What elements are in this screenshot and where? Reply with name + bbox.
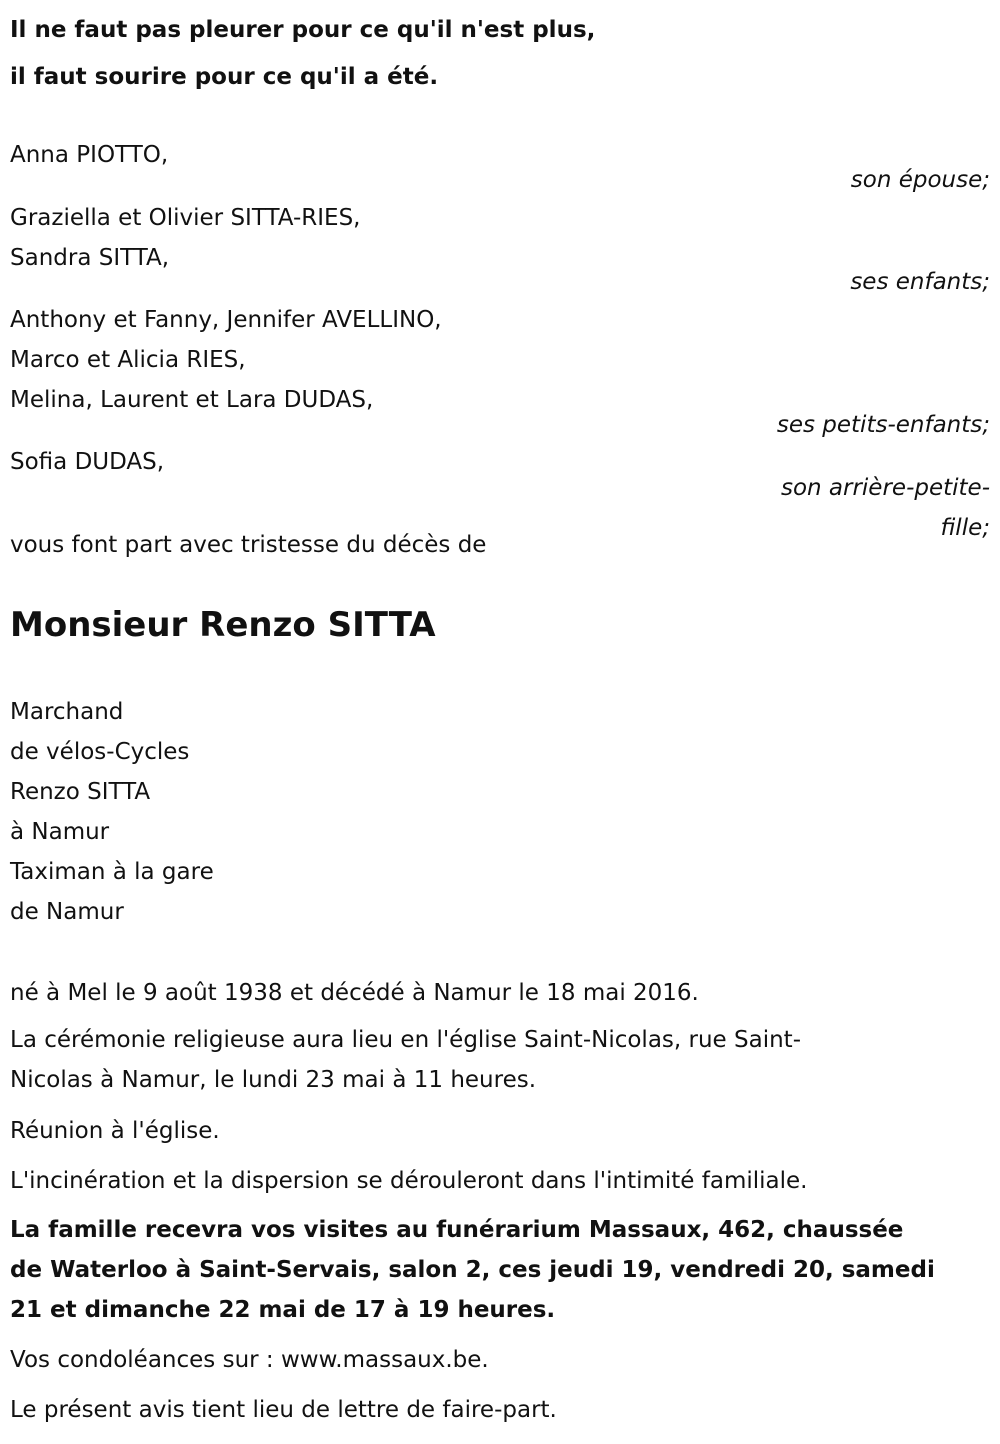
reunion: Réunion à l'église. <box>10 1118 220 1144</box>
grandchildren-role: ses petits-enfants; <box>776 412 990 438</box>
ceremony-line: Nicolas à Namur, le lundi 23 mai à 11 heures. <box>10 1067 537 1093</box>
spouse-name: Anna PIOTTO, <box>10 142 169 168</box>
visits-line: 21 et dimanche 22 mai de 17 à 19 heures. <box>10 1297 556 1323</box>
occupation-line: Taximan à la gare <box>10 859 214 885</box>
occupation-line: Marchand <box>10 699 124 725</box>
ceremony-line: La cérémonie religieuse aura lieu en l'église Saint-Nicolas, rue Saint- <box>10 1027 801 1053</box>
spouse-role: son épouse; <box>850 167 990 193</box>
grandchild-name: Marco et Alicia RIES, <box>10 347 246 373</box>
grandchild-name: Anthony et Fanny, Jennifer AVELLINO, <box>10 307 442 333</box>
quote-line-1: Il ne faut pas pleurer pour ce qu'il n'est plus, <box>10 17 596 43</box>
occupation-line: de vélos-Cycles <box>10 739 190 765</box>
great-grandchild-role-2: fille; <box>940 515 990 541</box>
grandchild-name: Melina, Laurent et Lara DUDAS, <box>10 387 374 413</box>
child-name: Sandra SITTA, <box>10 245 170 271</box>
child-name: Graziella et Olivier SITTA-RIES, <box>10 205 361 231</box>
birth-death: né à Mel le 9 août 1938 et décédé à Namur le 18 mai 2016. <box>10 980 699 1006</box>
great-grandchild-name: Sofia DUDAS, <box>10 449 165 475</box>
notice: Le présent avis tient lieu de lettre de faire-part. <box>10 1397 557 1423</box>
occupation-line: de Namur <box>10 899 124 925</box>
children-role: ses enfants; <box>850 269 990 295</box>
visits-line: La famille recevra vos visites au funérarium Massaux, 462, chaussée <box>10 1217 904 1243</box>
occupation-line: Renzo SITTA <box>10 779 151 805</box>
condolences: Vos condoléances sur : www.massaux.be. <box>10 1347 489 1373</box>
occupation-line: à Namur <box>10 819 110 845</box>
quote-line-2: il faut sourire pour ce qu'il a été. <box>10 64 439 90</box>
great-grandchild-role-1: son arrière-petite- <box>780 475 990 501</box>
deceased-name: Monsieur Renzo SITTA <box>10 605 436 645</box>
cremation: L'incinération et la dispersion se dérouleront dans l'intimité familiale. <box>10 1168 808 1194</box>
visits-line: de Waterloo à Saint-Servais, salon 2, ces jeudi 19, vendredi 20, samedi <box>10 1257 935 1283</box>
announcement: vous font part avec tristesse du décès de <box>10 532 487 558</box>
